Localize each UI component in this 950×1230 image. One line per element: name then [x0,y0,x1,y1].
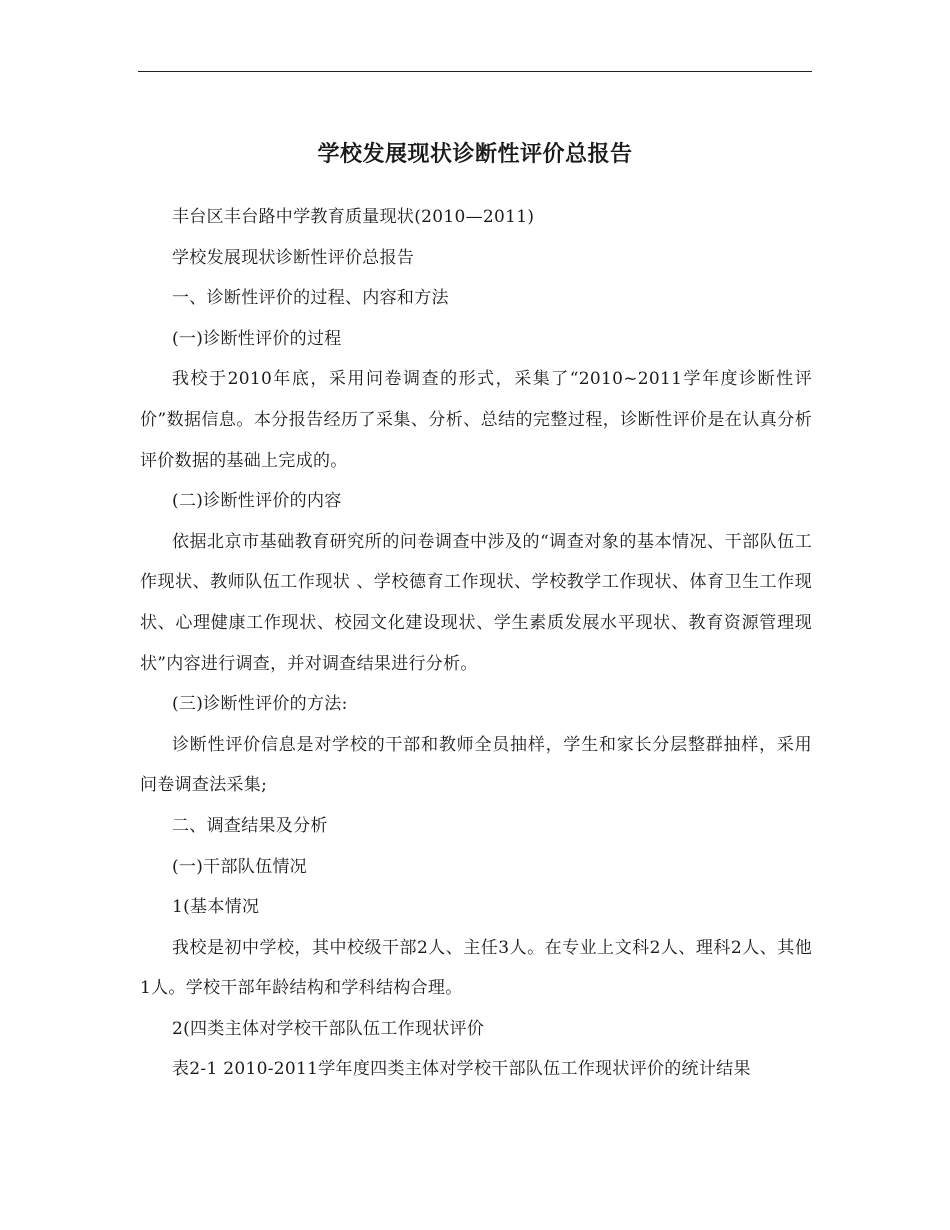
document-title: 学校发展现状诊断性评价总报告 [317,141,633,167]
section-heading-1: 一、诊断性评价的过程、内容和方法 [172,288,449,309]
document-body [140,197,812,1090]
paragraph-method: 诊断性评价信息是对学校的干部和教师全员抽样，学生和家长分层整群抽样，采用问卷调查法采集; [140,734,812,796]
subsection-heading-content: (二)诊断性评价的内容 [172,491,342,512]
paragraph-content: 依据北京市基础教育研究所的问卷调查中涉及的“调查对象的基本情况、干部队伍工作现状、教师队伍工作现状 、学校德育工作现状、学校教学工作现状、体育卫生工作现状、心理健康工作现状、校园文化建设现状、学生素质发展水平现状、教育资源管理现状”内容进行调查，并对调查结果进行分析。 [140,531,812,674]
section-heading-2: 二、调查结果及分析 [172,815,328,836]
paragraph-basic: 我校是初中学校，其中校级干部2人、主任3人。在专业上文科2人、理科2人、其他1人。学校干部年龄结构和学科结构合理。 [140,937,812,999]
paragraph-report-name: 学校发展现状诊断性评价总报告 [172,247,415,268]
header-rule [138,71,812,72]
item-heading-basic: 1(基本情况 [172,897,260,918]
subsection-heading-method: (三)诊断性评价的方法: [172,694,348,715]
table-caption: 表2-1 2010-2011学年度四类主体对学校干部队伍工作现状评价的统计结果 [172,1059,751,1080]
paragraph-process: 我校于2010年底，采用问卷调查的形式，采集了“2010~2011学年度诊断性评价”数据信息。本分报告经历了采集、分析、总结的完整过程，诊断性评价是在认真分析评价数据的基础上完成的。 [140,369,812,471]
subsection-heading-cadres: (一)干部队伍情况 [172,856,307,877]
item-heading-evaluation: 2(四类主体对学校干部队伍工作现状评价 [172,1018,485,1039]
subsection-heading-process: (一)诊断性评价的过程 [172,328,342,349]
paragraph-subject: 丰台区丰台路中学教育质量现状(2010—2011) [172,207,535,227]
